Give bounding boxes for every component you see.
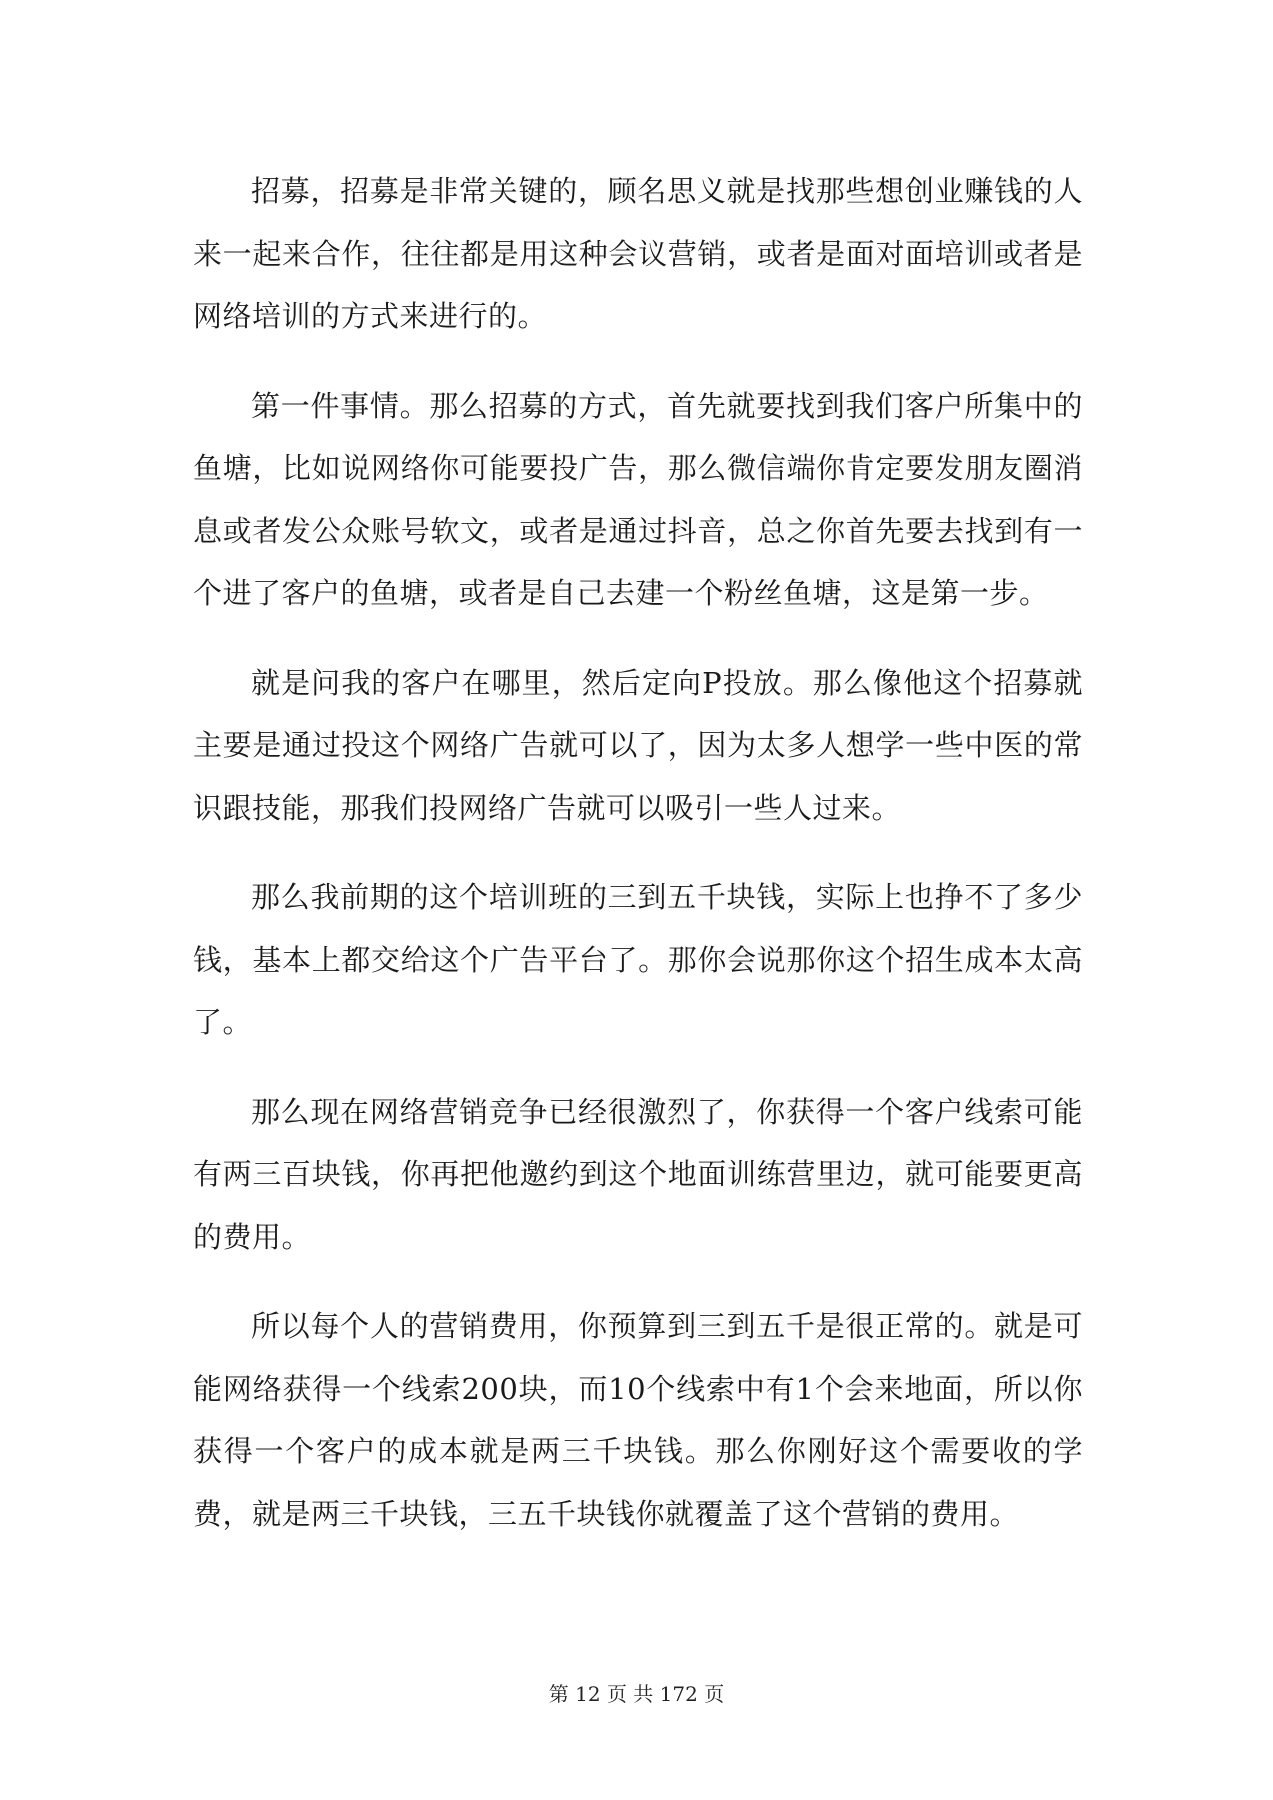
page-label-mid: 页 共 xyxy=(606,1682,654,1706)
page-footer xyxy=(0,1678,1273,1707)
paragraph-marketing-budget: 所以每个人的营销费用，你预算到三到五千是很正常的。就是可能网络获得一个线索200块，而10个线索中有1个会来地面，所以你获得一个客户的成本就是两三千块钱。那么你刚好这个需要收的学费，就是两三千块钱，三五千块钱你就覆盖了这个营销的费用。 xyxy=(193,1309,1083,1531)
page-label-prefix: 第 xyxy=(548,1682,569,1706)
paragraph-recruitment-intro: 招募，招募是非常关键的，顾名思义就是找那些想创业赚钱的人来一起来合作，往往都是用这种会议营销，或者是面对面培训或者是网络培训的方式来进行的。 xyxy=(193,174,1083,333)
page-label-suffix: 页 xyxy=(704,1682,725,1706)
paragraph-training-cost: 那么我前期的这个培训班的三到五千块钱，实际上也挣不了多少钱，基本上都交给这个广告平台了。那你会说那你这个招生成本太高了。 xyxy=(193,880,1083,1039)
document-body xyxy=(193,160,1083,1572)
paragraph-first-step: 第一件事情。那么招募的方式，首先就要找到我们客户所集中的鱼塘，比如说网络你可能要投广告，那么微信端你肯定要发朋友圈消息或者发公众账号软文，或者是通过抖音，总之你首先要去找到有一个进了客户的鱼塘，或者是自己去建一个粉丝鱼塘，这是第一步。 xyxy=(193,388,1083,610)
total-pages-number: 172 xyxy=(659,1682,698,1706)
paragraph-targeted-ads: 就是问我的客户在哪里，然后定向P投放。那么像他这个招募就主要是通过投这个网络广告就可以了，因为太多人想学一些中医的常识跟技能，那我们投网络广告就可以吸引一些人过来。 xyxy=(193,665,1083,825)
paragraph-lead-cost: 那么现在网络营销竞争已经很激烈了，你获得一个客户线索可能有两三百块钱，你再把他邀约到这个地面训练营里边，就可能要更高的费用。 xyxy=(193,1094,1083,1254)
current-page-number: 12 xyxy=(575,1682,601,1706)
